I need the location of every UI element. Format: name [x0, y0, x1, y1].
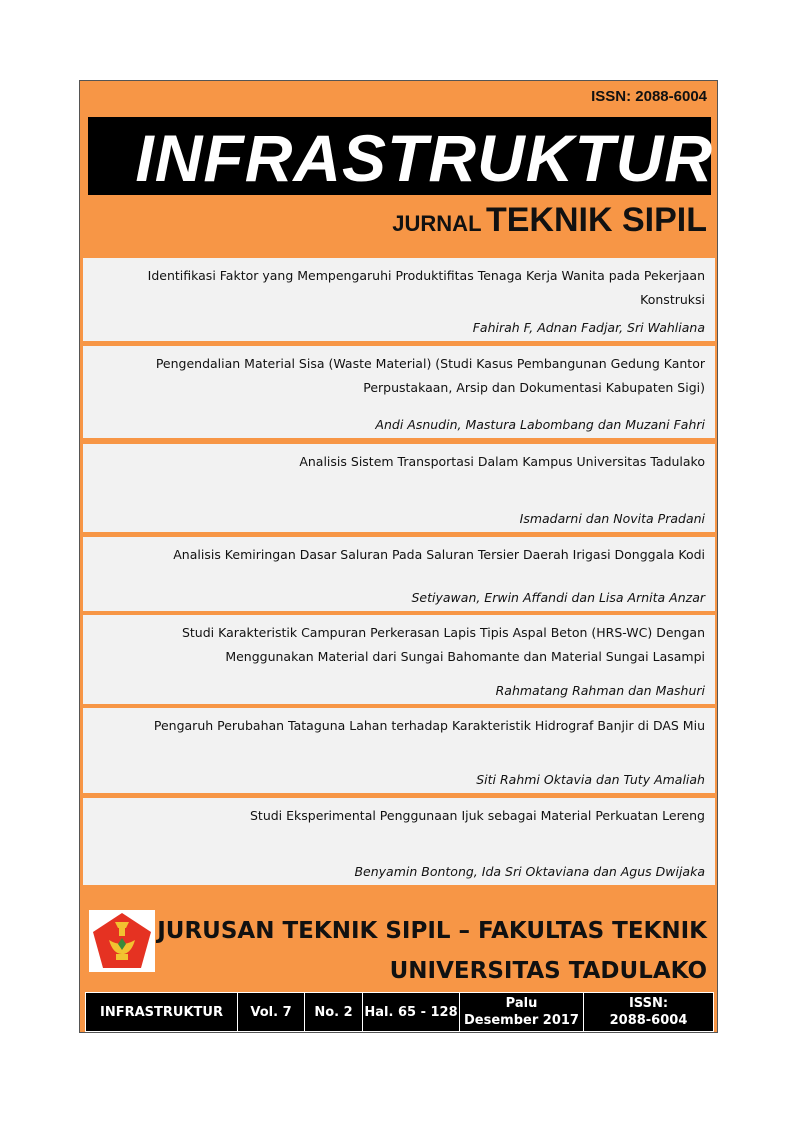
- subtitle-small: JURNAL: [392, 211, 482, 236]
- article-authors: Setiyawan, Erwin Affandi dan Lisa Arnita Anzar: [411, 590, 705, 605]
- article-title: Identifikasi Faktor yang Mempengaruhi Produktifitas Tenaga Kerja Wanita pada Pekerjaan Konstruksi: [147, 268, 705, 307]
- footer-number: No. 2: [305, 993, 363, 1031]
- article-title: Pengaruh Perubahan Tataguna Lahan terhadap Karakteristik Hidrograf Banjir di DAS Miu: [153, 718, 705, 733]
- footer-issn: [584, 993, 713, 1031]
- department-line-1: JURUSAN TEKNIK SIPIL – FAKULTAS TEKNIK: [157, 918, 707, 944]
- footer-date: Desember 2017: [464, 1013, 579, 1028]
- article-authors: Andi Asnudin, Mastura Labombang dan Muzani Fahri: [375, 417, 705, 432]
- article-authors: Rahmatang Rahman dan Mashuri: [495, 683, 705, 698]
- article-item[interactable]: [83, 444, 715, 532]
- article-authors: Benyamin Bontong, Ida Sri Oktaviana dan Agus Dwijaka: [354, 864, 705, 879]
- article-item[interactable]: [83, 615, 715, 704]
- article-title: Pengendalian Material Sisa (Waste Material) (Studi Kasus Pembangunan Gedung Kantor Perpustakaan, Arsip dan Dokumentasi Kabupaten Sigi): [155, 356, 705, 395]
- footer-issn-value: 2088-6004: [609, 1013, 688, 1028]
- article-item[interactable]: [83, 798, 715, 885]
- article-item[interactable]: [83, 708, 715, 793]
- department: [157, 911, 707, 991]
- footer-pages: Hal. 65 - 128: [363, 993, 460, 1031]
- article-title: Studi Karakteristik Campuran Perkerasan Lapis Tipis Aspal Beton (HRS-WC) Dengan Menggunakan Material dari Sungai Bahomante dan Material Sungai Lasampi: [181, 625, 705, 664]
- footer-place-date: [460, 993, 584, 1031]
- issn-top: ISSN: 2088-6004: [591, 88, 707, 105]
- footer-info-table: [85, 992, 714, 1032]
- article-authors: Fahirah F, Adnan Fadjar, Sri Wahliana: [472, 320, 705, 335]
- article-authors: Ismadarni dan Novita Pradani: [519, 511, 705, 526]
- article-item[interactable]: [83, 346, 715, 438]
- subtitle-big: TEKNIK SIPIL: [485, 201, 707, 239]
- footer-journal: INFRASTRUKTUR: [86, 993, 238, 1031]
- article-title: Analisis Kemiringan Dasar Saluran Pada Saluran Tersier Daerah Irigasi Donggala Kodi: [173, 547, 705, 562]
- journal-cover: [79, 80, 718, 1033]
- footer-place: Palu: [505, 996, 538, 1011]
- journal-title: INFRASTRUKTUR: [135, 121, 713, 195]
- university-logo-icon: [89, 910, 155, 972]
- article-title: Analisis Sistem Transportasi Dalam Kampus Universitas Tadulako: [299, 454, 705, 469]
- journal-subtitle: [392, 201, 707, 240]
- article-title: Studi Eksperimental Penggunaan Ijuk sebagai Material Perkuatan Lereng: [249, 808, 705, 823]
- footer-volume: Vol. 7: [238, 993, 305, 1031]
- footer-issn-label: ISSN:: [628, 996, 669, 1011]
- article-authors: Siti Rahmi Oktavia dan Tuty Amaliah: [476, 772, 705, 787]
- department-line-2: UNIVERSITAS TADULAKO: [389, 958, 707, 984]
- article-item[interactable]: [83, 537, 715, 611]
- article-item[interactable]: [83, 258, 715, 341]
